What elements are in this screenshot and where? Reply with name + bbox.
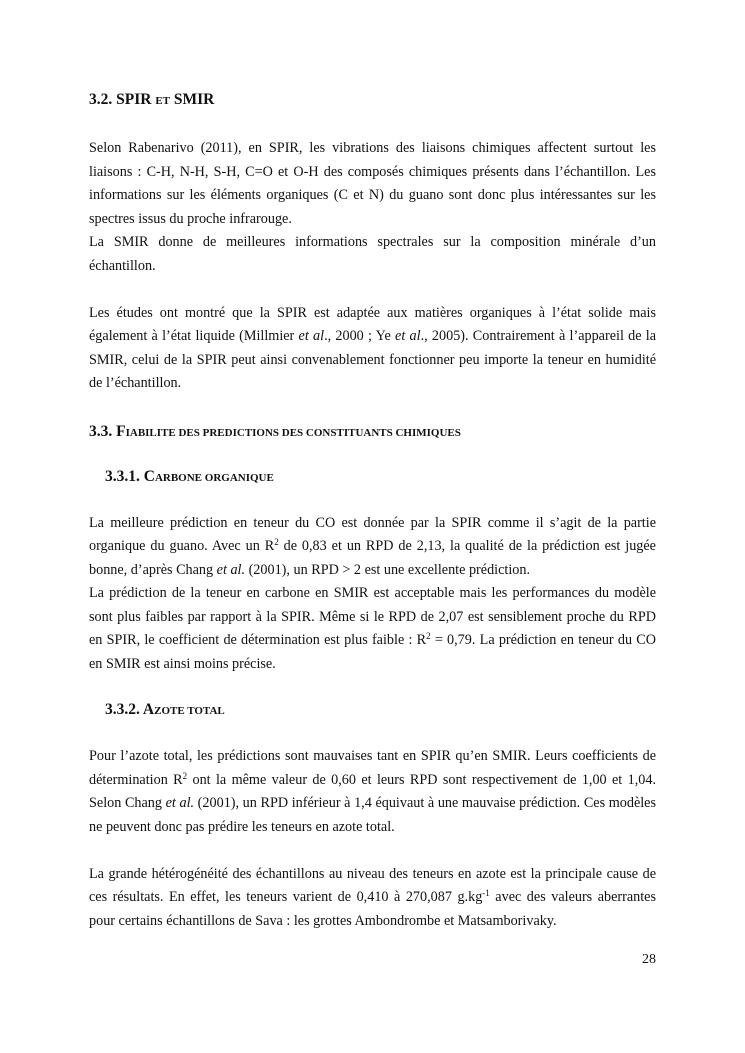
heading-text: ZOTE TOTAL [154,705,225,717]
heading-text: A [142,701,155,718]
heading-3-2 [89,90,656,111]
paragraph-co-smir: La prédiction de la teneur en carbone en SMIR est acceptable mais les performances du modèle sont plus faibles par rapport à la SPIR. Même si le RPD de 2,07 est sensiblement proche du RPD en SPIR, le coefficient de détermination est plus faible : $R^2 = 0,79$. La prédiction en teneur du CO en SMIR est ainsi moins précise. [89,585,656,672]
heading-3-3-2 [105,700,656,721]
paragraph-spir-vibrations: Selon Rabenarivo (2011), en SPIR, les vibrations des liaisons chimiques affectent surtout les liaisons : C-H, N-H, S-H, C=O et O-H des composés chimiques présents dans l’échantillon. Les informations sur les éléments organiques (C et N) du guano sont donc plus intéressantes sur les spectres issus du proche infrarouge. [89,140,656,227]
heading-text: SMIR [173,91,215,108]
paragraph-spir-etat: Les études ont montré que la SPIR est adaptée aux matières organiques à l’état solide mais également à l’état liquide (Millmier et al., 2000 ; Ye et al., 2005). Contrairement à l’appareil de la SMIR, celui de la SPIR peut ainsi convenablement fonctionner peu importe la teneur en humidité de l’échantillon. [89,304,657,391]
heading-text: SPIR [116,91,152,108]
heading-3-3 [89,422,656,443]
heading-number: 3.3.1. [105,467,140,485]
heading-text: C [143,467,155,485]
paragraph-co-spir: La meilleure prédiction en teneur du CO est donnée par la SPIR comme il s’agit de la partie organique du guano. Avec un $R^2$ de 0,83 et un RPD de 2,13, la qualité de la prédiction est jugée bonne, d’après Chang et al. (2001), un RPD > 2 est une excellente prédiction. [89,514,656,578]
heading-3-3-1 [105,467,656,488]
heading-number: 3.3.2. [105,701,140,718]
heading-text: ET [155,95,171,107]
page-number: 28 [642,952,656,967]
heading-text: F [116,422,126,440]
paragraph-azote-heterogeneite: La grande hétérogénéité des échantillons au niveau des teneurs en azote est la principale cause de ces résultats. En effet, les teneurs varient de 0,410 à 270,087 $g.kg^{-1}$ avec des valeurs aberrantes pour certains échantillons de Sava : les grottes Ambondrombe et Matsamborivaky. [89,865,657,929]
heading-number: 3.3. [89,422,113,440]
paragraph-azote-predictions: Pour l’azote total, les prédictions sont mauvaises tant en SPIR qu’en SMIR. Leurs coefficients de détermination $R^2$ ont la même valeur de 0,60 et leurs RPD sont respectivement de 1,00 et 1,04. Selon Chang et al. (2001), un RPD inférieur à 1,4 équivaut à une mauvaise prédiction. Ces modèles ne peuvent donc pas prédire les teneurs en azote total. [89,748,657,835]
paragraph-smir-info: La SMIR donne de meilleures informations spectrales sur la composition minérale d’un échantillon. [89,234,656,274]
page-body [89,90,656,933]
heading-text: IABILITE DES PREDICTIONS DES CONSTITUANTS CHIMIQUES [125,426,461,439]
heading-text: ARBONE ORGANIQUE [154,471,274,484]
heading-number: 3.2. [89,91,113,108]
